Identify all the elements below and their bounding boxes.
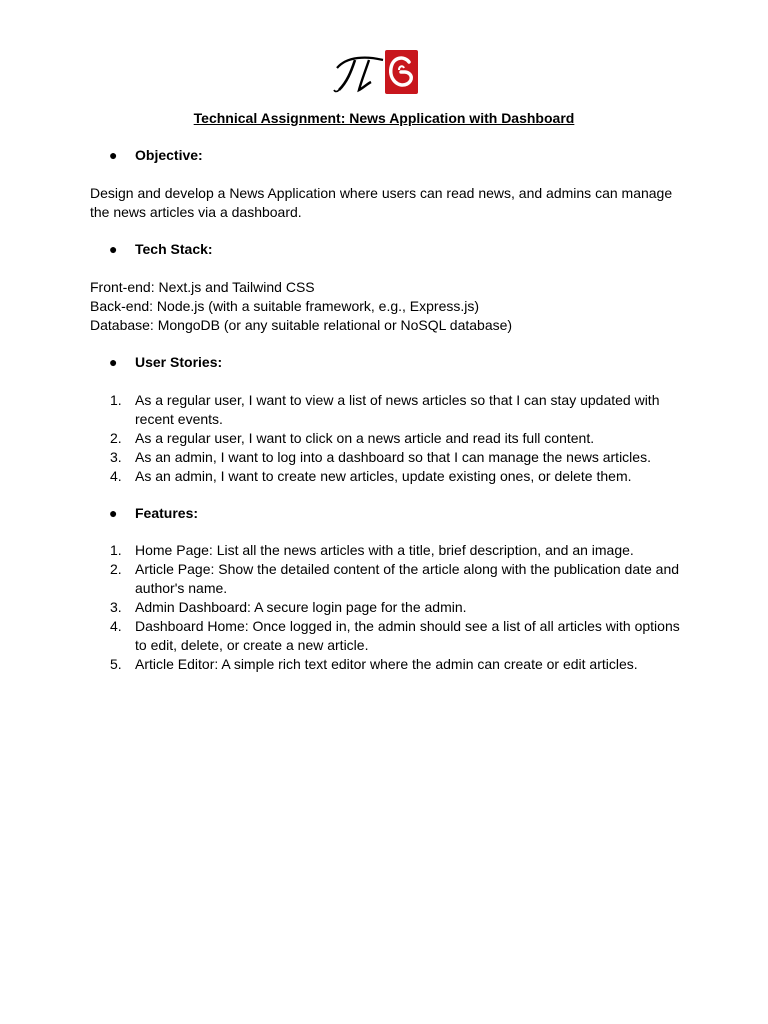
bullet-icon: ● (109, 354, 118, 370)
list-item-number: 1. (110, 392, 122, 408)
bullet-icon: ● (109, 241, 118, 257)
objective-text: Design and develop a News Application where users can read news, and admins can manage the news articles via a dashboard. (90, 185, 673, 220)
list-item (110, 448, 690, 467)
list-item (110, 560, 690, 598)
features-heading-label: Features: (135, 505, 199, 521)
tech-stack-heading (109, 240, 213, 259)
tech-stack-heading-label: Tech Stack: (135, 241, 213, 257)
list-item-text: Dashboard Home: Once logged in, the admin should see a list of all articles with options to edit, delete, or create a new article. (135, 618, 680, 653)
user-stories-heading-label: User Stories: (135, 354, 223, 370)
document-title: Technical Assignment: News Application with Dashboard (193, 110, 575, 126)
list-item-number: 4. (110, 618, 122, 634)
list-item (110, 391, 690, 429)
objective-paragraph (90, 184, 690, 222)
list-item-number: 4. (110, 468, 122, 484)
company-logo (333, 48, 419, 96)
tech-stack-database: Database: MongoDB (or any suitable relational or NoSQL database) (90, 317, 513, 333)
list-item-text: Admin Dashboard: A secure login page for the admin. (135, 599, 467, 615)
list-item-text: As an admin, I want to log into a dashboard so that I can manage the news articles. (135, 449, 651, 465)
bullet-icon: ● (109, 147, 118, 163)
tech-stack-lines (90, 278, 690, 335)
list-item (110, 541, 690, 560)
user-stories-heading (109, 353, 222, 372)
list-item-text: As an admin, I want to create new articles, update existing ones, or delete them. (135, 468, 632, 484)
list-item-text: Article Editor: A simple rich text editor where the admin can create or edit articles. (135, 656, 638, 672)
list-item (110, 429, 690, 448)
bullet-icon: ● (109, 505, 118, 521)
features-heading (109, 504, 198, 523)
list-item-number: 5. (110, 656, 122, 672)
list-item (110, 598, 690, 617)
list-item (110, 467, 690, 486)
objective-heading (109, 146, 203, 165)
list-item-number: 2. (110, 430, 122, 446)
list-item-number: 3. (110, 599, 122, 615)
list-item-text: Home Page: List all the news articles with a title, brief description, and an image. (135, 542, 634, 558)
tech-stack-backend: Back-end: Node.js (with a suitable framework, e.g., Express.js) (90, 298, 480, 314)
list-item-number: 3. (110, 449, 122, 465)
list-item-text: As a regular user, I want to view a list of news articles so that I can stay updated with recent events. (135, 392, 660, 427)
objective-heading-label: Objective: (135, 147, 203, 163)
list-item-number: 1. (110, 542, 122, 558)
list-item-text: As a regular user, I want to click on a news article and read its full content. (135, 430, 595, 446)
list-item-number: 2. (110, 561, 122, 577)
list-item (110, 617, 690, 655)
tech-stack-frontend: Front-end: Next.js and Tailwind CSS (90, 279, 315, 295)
features-list (110, 541, 690, 674)
user-stories-list (110, 391, 690, 486)
list-item-text: Article Page: Show the detailed content of the article along with the publication date and author's name. (135, 561, 680, 596)
list-item (110, 655, 690, 674)
